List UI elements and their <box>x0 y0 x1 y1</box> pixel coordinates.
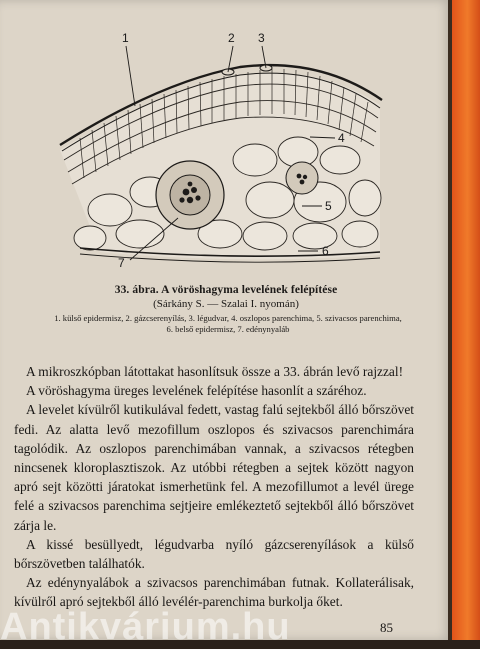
page-number: 85 <box>380 620 393 635</box>
paragraph-3: A levelet kívülről kutikulával fedett, vastag falú sejtekből álló bőrszövet fedi. Az alatta levő mezofillum oszlopos és szivacsos parenchimára tagolódik. Az oszlopos parenchimában vannak, a szivacsos rétegben nincsenek kloroplasztiszok. Az utóbbi rétegben a sejtek között nagyon apró sejt közötti járatokat ismerhetünk fel. A mezofillumot a levél ürege felé a szivacsos parenchima sejtjeire emlékeztető sejtekből álló bőrszövet zárja le. <box>14 402 414 533</box>
paragraph-4: A kissé besüllyedt, légudvarba nyíló gázcserenyílások a külső bőrszövetben találhatók. <box>14 536 414 572</box>
body-text <box>14 362 414 612</box>
paragraph-5: Az edénynyalábok a szivacsos parenchimában futnak. Kollaterálisak, kívülről apró sejtekből álló levélér-parenchima burkolja őket. <box>14 575 414 610</box>
figure-label-2: 2 <box>228 31 235 45</box>
book-cover-edge <box>452 0 480 640</box>
paragraph-1: A mikroszkópban látottakat hasonlítsuk össze a 33. ábrán levő rajzzal! <box>26 364 404 379</box>
figure-label-7: 7 <box>118 256 125 270</box>
figure-label-1: 1 <box>122 31 129 45</box>
figure-drawing <box>40 20 420 280</box>
figure-caption-title: 33. ábra. A vöröshagyma levelének felépítése <box>114 284 338 296</box>
paragraph-2: A vöröshagyma üreges levelének felépítése hasonlít a száréhoz. <box>26 383 367 399</box>
figure-caption-legend <box>18 313 438 335</box>
figure-label-5: 5 <box>325 199 332 213</box>
onion-leaf-cross-section-figure <box>40 20 420 280</box>
legend-line-2: 6. belső epidermisz, 7. edénynyaláb <box>166 324 290 334</box>
figure-label-4: 4 <box>338 131 345 145</box>
figure-label-3: 3 <box>258 31 265 45</box>
figure-caption-source: (Sárkány S. — Szalai I. nyomán) <box>153 298 299 310</box>
watermark-text: Antikvárium.hu <box>0 606 291 648</box>
legend-line-1: 1. külső epidermisz, 2. gázcserenyílás, 3. légudvar, 4. oszlopos parenchima, 5. szivacsos parenchima, <box>54 313 402 323</box>
figure-label-6: 6 <box>322 244 329 258</box>
